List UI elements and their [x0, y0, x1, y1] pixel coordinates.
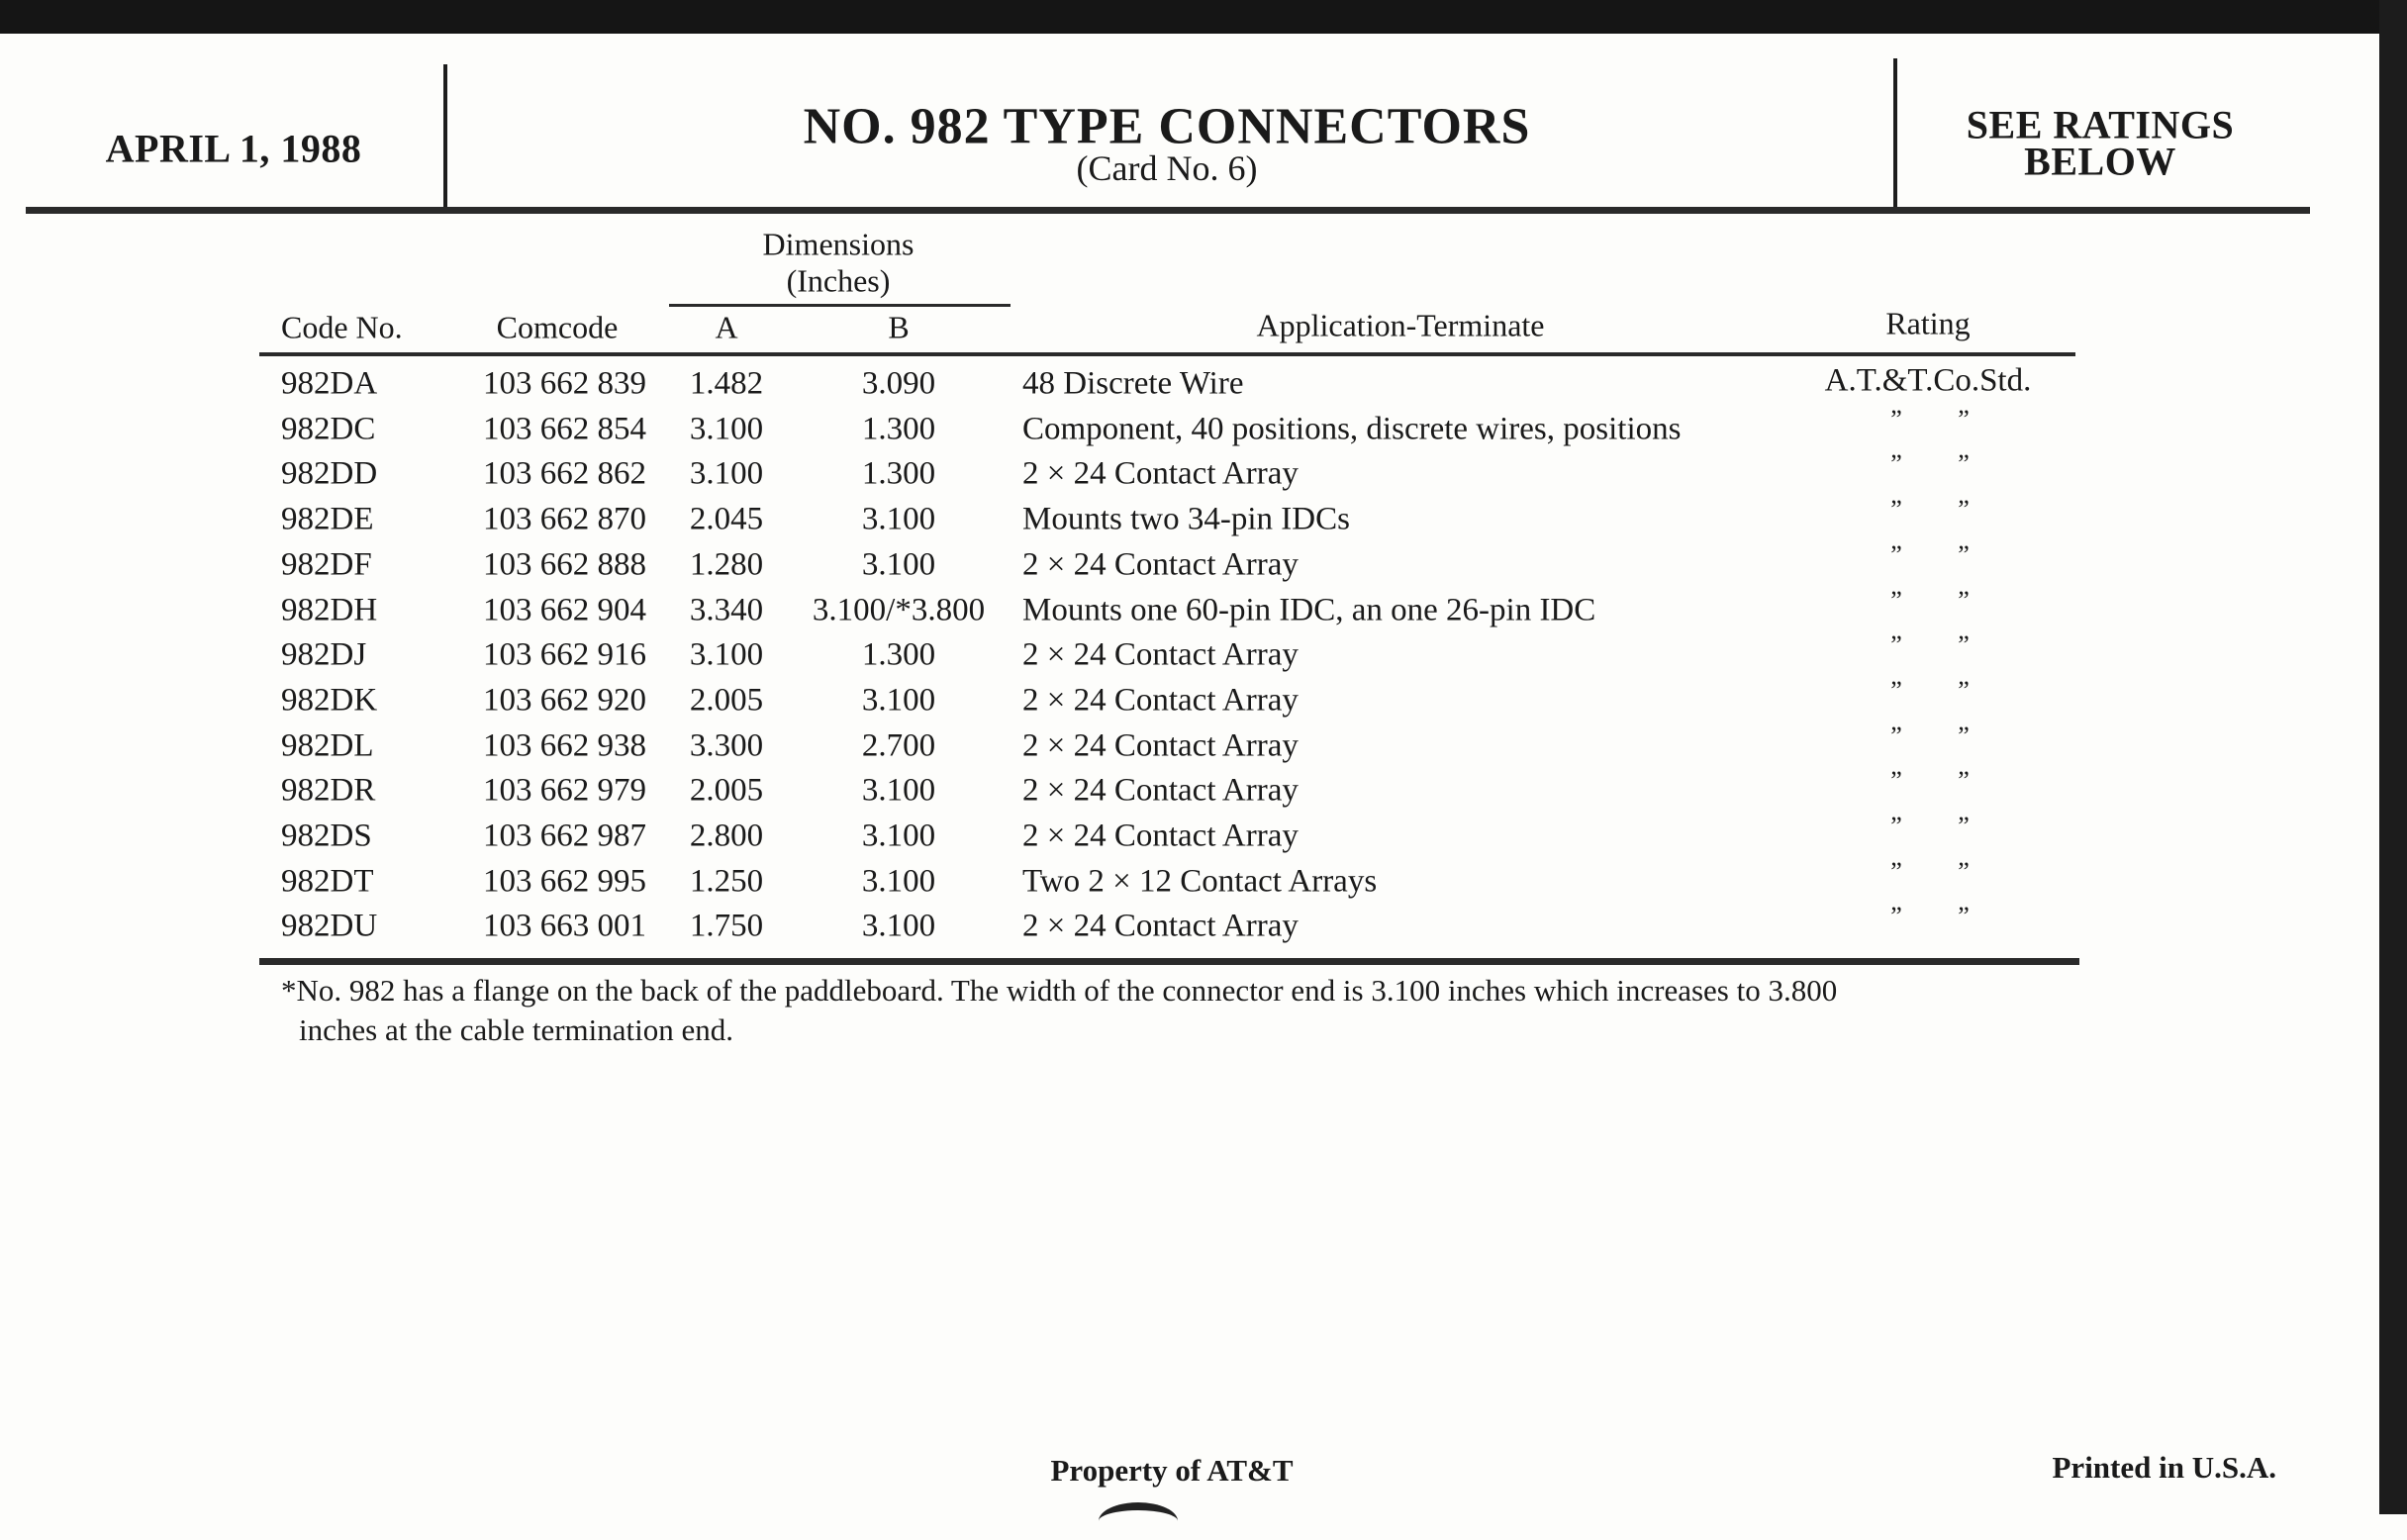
cell-comcode: 103 662 979 — [483, 772, 646, 809]
dimensions-group-header: Dimensions — [762, 226, 915, 262]
table-bottom-rule — [259, 958, 2079, 965]
cell-code: 982DR — [281, 772, 376, 809]
cell-comcode: 103 662 862 — [483, 455, 646, 492]
cell-b: 1.300 — [861, 455, 936, 492]
cell-a: 3.300 — [689, 727, 764, 764]
cell-application: 2 × 24 Contact Array — [1022, 546, 1299, 583]
cell-application: 2 × 24 Contact Array — [1022, 772, 1299, 809]
cell-application: 2 × 24 Contact Array — [1022, 636, 1299, 673]
cell-code: 982DH — [281, 592, 378, 627]
cell-b: 3.100/*3.800 — [812, 592, 986, 627]
cell-application: Component, 40 positions, discrete wires, positions — [1022, 411, 1682, 447]
printed-notice: Printed in U.S.A. — [2052, 1450, 2276, 1485]
cell-application: 2 × 24 Contact Array — [1022, 682, 1299, 719]
cell-application: Mounts two 34-pin IDCs — [1022, 501, 1350, 537]
cell-code: 982DD — [281, 455, 378, 492]
cell-comcode: 103 662 920 — [483, 682, 646, 719]
header-rule — [26, 207, 2310, 214]
cell-comcode: 103 662 888 — [483, 546, 646, 583]
cell-rating: ” ” — [1890, 539, 1970, 569]
column-header-code: Code No. — [281, 309, 403, 345]
cell-rating: ” ” — [1890, 902, 1970, 931]
cell-b: 1.300 — [861, 411, 936, 447]
cell-code: 982DK — [281, 682, 378, 719]
cell-comcode: 103 662 904 — [483, 592, 646, 627]
cell-b: 3.100 — [861, 818, 936, 854]
cell-rating: ” ” — [1890, 812, 1970, 840]
cell-b: 3.100 — [861, 863, 936, 900]
property-notice: Property of AT&T — [1050, 1453, 1294, 1488]
cell-code: 982DE — [281, 501, 374, 537]
cell-b: 3.100 — [861, 908, 936, 944]
dimensions-rule — [669, 304, 1011, 307]
cell-b: 1.300 — [861, 636, 936, 673]
column-header-application: Application-Terminate — [1256, 307, 1545, 343]
cell-rating: ” ” — [1890, 721, 1970, 750]
cell-code: 982DL — [281, 727, 374, 764]
cell-application: Mounts one 60-pin IDC, an one 26-pin IDC — [1022, 592, 1596, 627]
cell-comcode: 103 662 854 — [483, 411, 646, 447]
cell-application: 48 Discrete Wire — [1022, 365, 1244, 402]
cell-rating: ” ” — [1890, 585, 1970, 615]
cell-a: 3.100 — [689, 636, 764, 673]
cell-b: 3.090 — [861, 365, 936, 402]
cell-a: 2.800 — [689, 818, 764, 854]
cell-a: 2.005 — [689, 772, 764, 809]
cell-comcode: 103 663 001 — [483, 908, 646, 944]
cell-a: 1.280 — [689, 546, 764, 583]
header-divider-left — [443, 64, 447, 213]
table-header-rule — [259, 352, 2075, 356]
cell-code: 982DJ — [281, 636, 367, 673]
cell-application: 2 × 24 Contact Array — [1022, 908, 1299, 944]
scan-artifact-mark — [1099, 1502, 1178, 1540]
cell-a: 1.482 — [689, 365, 764, 402]
cell-application: 2 × 24 Contact Array — [1022, 455, 1299, 492]
cell-a: 3.340 — [689, 592, 764, 627]
cell-rating: ” ” — [1890, 404, 1970, 433]
cell-b: 2.700 — [861, 727, 936, 764]
column-header-comcode: Comcode — [496, 309, 619, 345]
cell-code: 982DU — [281, 908, 378, 944]
cell-a: 1.750 — [689, 908, 764, 944]
cell-rating: A.T.&T.Co.Std. — [1824, 362, 2032, 399]
card-date: APRIL 1, 1988 — [105, 126, 362, 171]
cell-comcode: 103 662 995 — [483, 863, 646, 900]
page-subtitle: (Card No. 6) — [1076, 148, 1258, 188]
cell-comcode: 103 662 938 — [483, 727, 646, 764]
cell-comcode: 103 662 839 — [483, 365, 646, 402]
cell-a: 1.250 — [689, 863, 764, 900]
column-header-a: A — [715, 309, 738, 345]
dimensions-units: (Inches) — [786, 262, 891, 299]
scan-right-border — [2379, 0, 2407, 1514]
cell-b: 3.100 — [861, 501, 936, 537]
ratings-note-line2: BELOW — [2024, 139, 2176, 184]
cell-a: 2.045 — [689, 501, 764, 537]
cell-a: 3.100 — [689, 455, 764, 492]
cell-a: 3.100 — [689, 411, 764, 447]
cell-application: 2 × 24 Contact Array — [1022, 727, 1299, 764]
cell-code: 982DA — [281, 365, 378, 402]
cell-b: 3.100 — [861, 546, 936, 583]
cell-application: 2 × 24 Contact Array — [1022, 818, 1299, 854]
cell-b: 3.100 — [861, 772, 936, 809]
scan-top-border — [0, 0, 2407, 34]
ratings-note-line1: SEE RATINGS — [1966, 102, 2235, 147]
page-title: NO. 982 TYPE CONNECTORS — [803, 98, 1531, 155]
cell-code: 982DT — [281, 863, 374, 900]
cell-rating: ” ” — [1890, 630, 1970, 660]
cell-code: 982DS — [281, 818, 372, 854]
cell-application: Two 2 × 12 Contact Arrays — [1022, 863, 1378, 900]
cell-rating: ” ” — [1890, 495, 1970, 525]
column-header-rating: Rating — [1885, 305, 1971, 341]
header-divider-right — [1893, 58, 1897, 209]
cell-rating: ” ” — [1890, 856, 1970, 886]
cell-comcode: 103 662 987 — [483, 818, 646, 854]
cell-rating: ” ” — [1890, 675, 1970, 705]
cell-b: 3.100 — [861, 682, 936, 719]
footnote-line2: inches at the cable termination end. — [299, 1012, 733, 1047]
footnote-line1: *No. 982 has a flange on the back of the paddleboard. The width of the connector end is 3.100 inches which increases to 3.800 — [281, 973, 1838, 1008]
cell-rating: ” ” — [1890, 449, 1970, 479]
cell-rating: ” ” — [1890, 766, 1970, 796]
cell-comcode: 103 662 870 — [483, 501, 646, 537]
cell-code: 982DC — [281, 411, 376, 447]
column-header-b: B — [888, 309, 910, 345]
cell-comcode: 103 662 916 — [483, 636, 646, 673]
cell-a: 2.005 — [689, 682, 764, 719]
cell-code: 982DF — [281, 546, 372, 583]
